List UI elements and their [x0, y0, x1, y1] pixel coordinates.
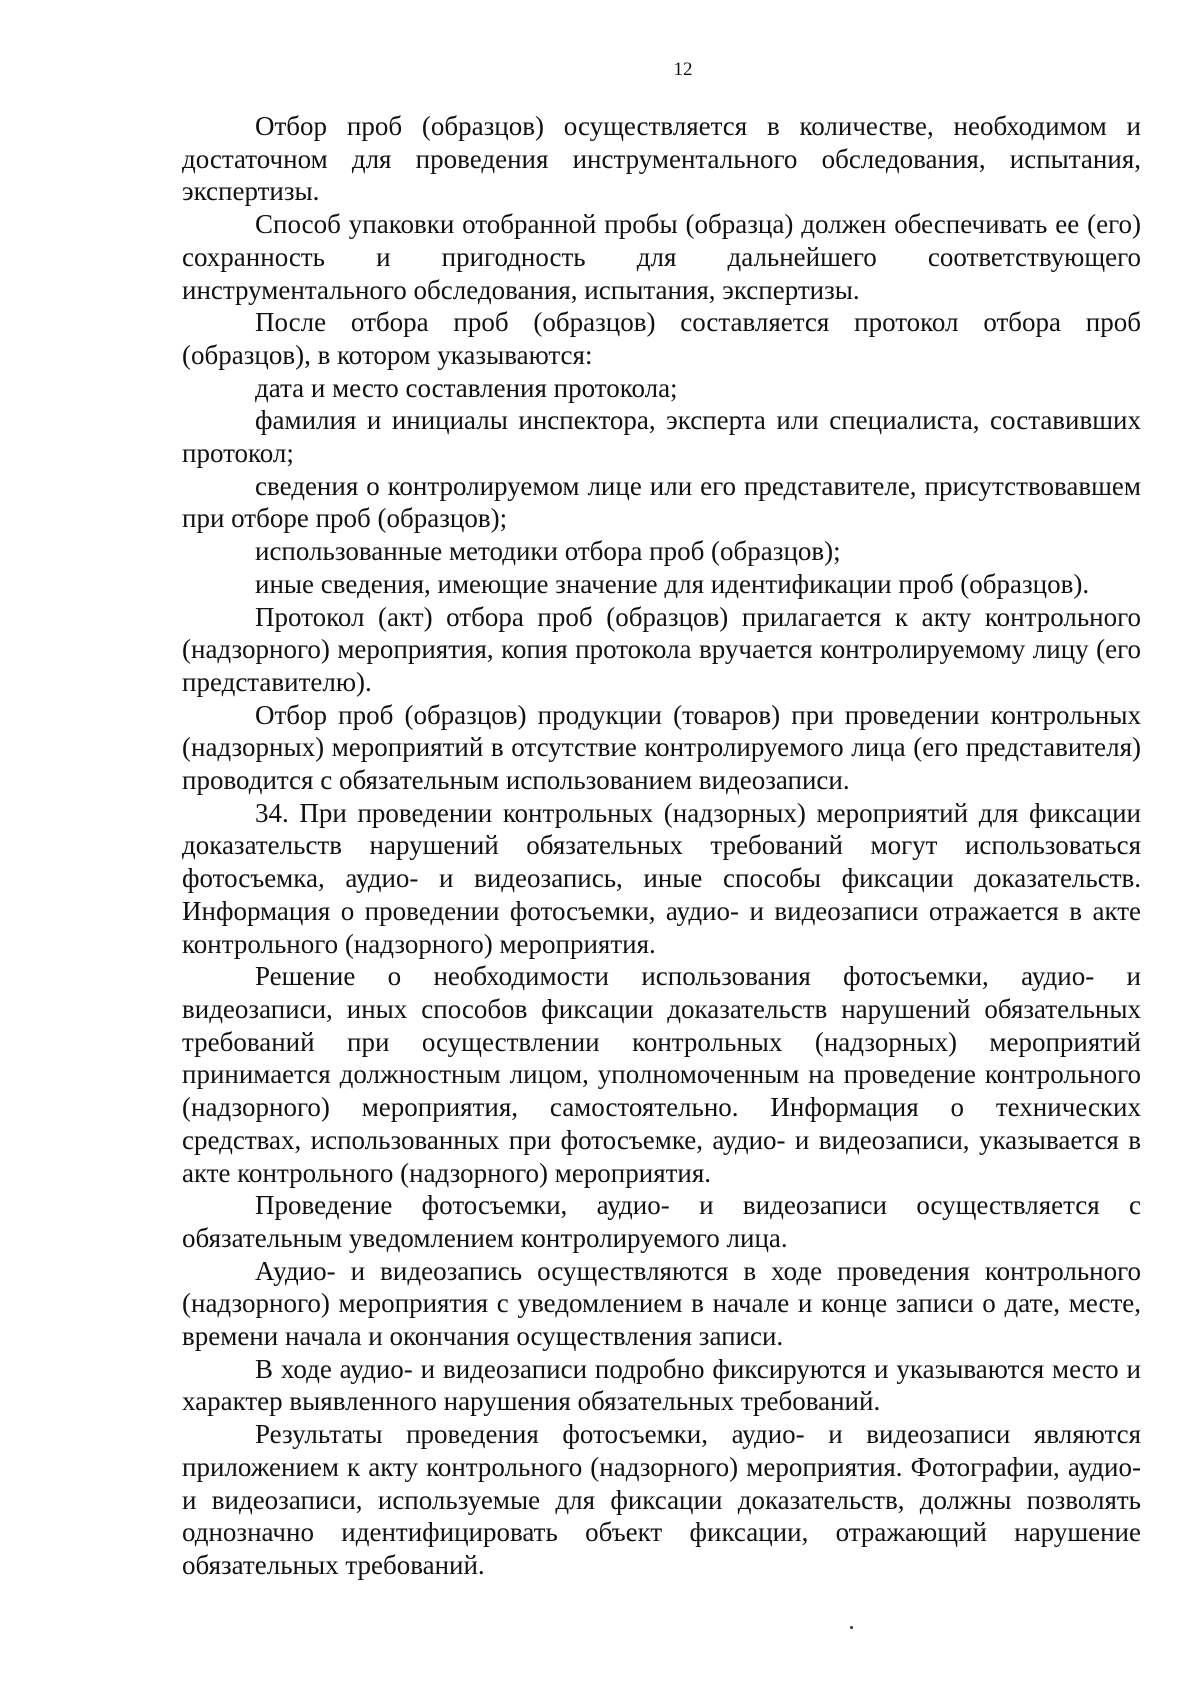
paragraph-packaging: Способ упаковки отобранной пробы (образца) должен обеспечивать ее (его) сохранность и пригодность для дальнейшего соответствующего инструментального обследования, испытания, экспертизы. — [182, 209, 1141, 305]
list-item-controlled-person: сведения о контролируемом лице или его представителе, присутствовавшем при отборе проб (образцов); — [182, 470, 1141, 534]
list-item-date-place: дата и место составления протокола; — [255, 372, 678, 403]
paragraph-protocol-intro: После отбора проб (образцов) составляется протокол отбора проб (образцов), в котором указываются: — [182, 307, 1141, 370]
document-body — [182, 110, 1141, 1582]
paragraph-results: Результаты проведения фотосъемки, аудио- и видеозаписи являются приложением к акту контрольного (надзорного) мероприятия. Фотографии, аудио- и видеозаписи, используемые для фиксации доказательств, должны позволять однозначно идентифицировать объект фиксации, отражающий нарушение обязательных требований. — [182, 1419, 1141, 1580]
paragraph-recording-details: В ходе аудио- и видеозаписи подробно фиксируются и указываются место и характер выявленного нарушения обязательных требований. — [182, 1353, 1141, 1417]
paragraph-protocol-attachment: Протокол (акт) отбора проб (образцов) прилагается к акту контрольного (надзорного) мероприятия, копия протокола вручается контролируемому лицу (его представителю). — [182, 601, 1141, 697]
scan-speck — [850, 1626, 853, 1629]
paragraph-sampling-quantity: Отбор проб (образцов) осуществляется в количестве, необходимом и достаточном для проведения инструментального обследования, испытания, экспертизы. — [182, 111, 1141, 207]
paragraph-item-34: 34. При проведении контрольных (надзорных) мероприятий для фиксации доказательств нарушений обязательных требований могут использоваться фотосъемка, аудио- и видеозапись, иные способы фиксации доказательств. Информация о проведении фотосъемки, аудио- и видеозаписи отражается в акте контрольного (надзорного) мероприятия. — [182, 797, 1141, 959]
paragraph-decision: Решение о необходимости использования фотосъемки, аудио- и видеозаписи, иных способов фиксации доказательств нарушений обязательных требований при осуществлении контрольных (надзорных) мероприятий принимается должностным лицом, уполномоченным на проведение контрольного (надзорного) мероприятия, самостоятельно. Информация о технических средствах, использованных при фотосъемке, аудио- и видеозаписи, указывается в акте контрольного (надзорного) мероприятия. — [182, 961, 1141, 1188]
page-number: 12 — [673, 59, 693, 80]
paragraph-recording: Аудио- и видеозапись осуществляются в ходе проведения контрольного (надзорного) мероприятия с уведомлением в начале и конце записи о дате, месте, времени начала и окончания осуществления записи. — [182, 1255, 1141, 1352]
list-item-inspector: фамилия и инициалы инспектора, эксперта или специалиста, составивших протокол; — [182, 405, 1141, 469]
paragraph-notification: Проведение фотосъемки, аудио- и видеозаписи осуществляется с обязательным уведомлением контролируемого лица. — [182, 1190, 1141, 1253]
list-item-methods: использованные методики отбора проб (образцов); — [255, 536, 841, 567]
list-item-other-info: иные сведения, имеющие значение для идентификации проб (образцов). — [255, 568, 1090, 599]
paragraph-sampling-absence: Отбор проб (образцов) продукции (товаров) при проведении контрольных (надзорных) мероприятий в отсутствие контролируемого лица (его представителя) проводится с обязательным использованием видеозаписи. — [182, 699, 1141, 796]
